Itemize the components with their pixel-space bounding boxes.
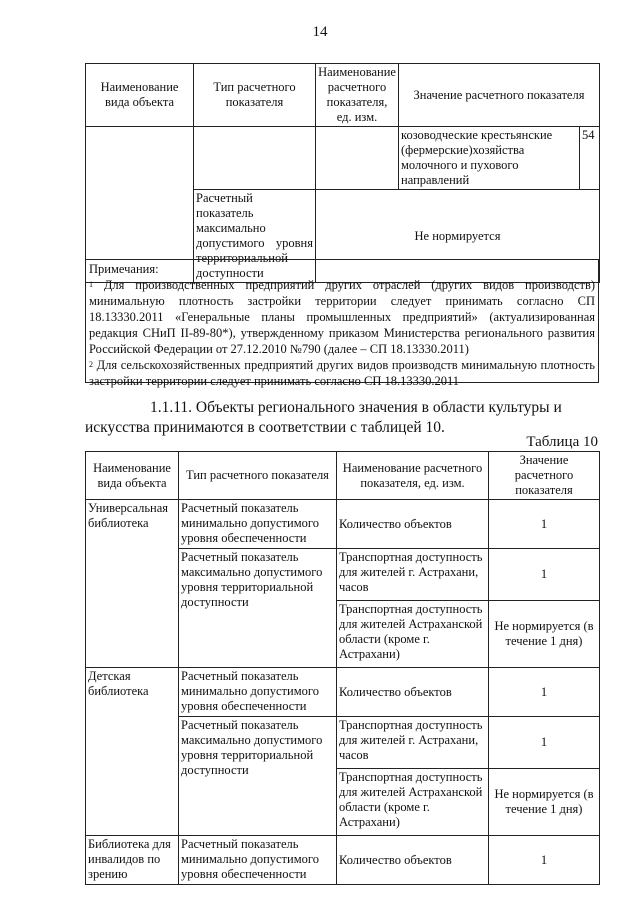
indicator-type: Расчетный показатель минимально допустимого уровня обеспеченности [179, 500, 337, 549]
page-number: 14 [312, 24, 328, 40]
header-object-kind: Наименование вида объекта [86, 452, 179, 500]
indicator-value: 1 [489, 500, 600, 549]
indicator-value: 1 [489, 668, 600, 717]
header-indicator-value: Значение расчетного показателя [399, 64, 600, 127]
table-continued [85, 63, 600, 283]
indicator-name: Количество объектов [337, 836, 489, 885]
header-indicator-name: Наименование расчетного показателя, ед. изм. [316, 64, 399, 127]
notes-title: Примечания: [89, 262, 159, 276]
note2-text: Для сельскохозяйственных предприятий других видов производств минимальную плотность застройки территории следует принимать согласно СП 18.13330.2011 [89, 358, 595, 388]
table-caption: Таблица 10 [526, 434, 598, 450]
paragraph-line1: 1.1.11. Объекты регионального значения в области культуры и [150, 399, 562, 416]
indicator-type: Расчетный показатель минимально допустимого уровня обеспеченности [179, 836, 337, 885]
indicator-name: Транспортная доступность для жителей Астраханской области (кроме г. Астрахани) [337, 769, 489, 836]
header-indicator-type: Тип расчетного показателя [179, 452, 337, 500]
empty-cell [194, 127, 316, 190]
continued-value: 54 [580, 127, 600, 190]
indicator-name: Транспортная доступность для жителей г. Астрахани, часов [337, 549, 489, 601]
row2-value: Не нормируется [316, 190, 600, 283]
indicator-name: Транспортная доступность для жителей г. Астрахани, часов [337, 717, 489, 769]
indicator-name: Транспортная доступность для жителей Астраханской области (кроме г. Астрахани) [337, 601, 489, 668]
empty-cell [316, 127, 399, 190]
indicator-value: Не нормируется (в течение 1 дня) [489, 601, 600, 668]
header-indicator-value: Значение расчетного показателя [489, 452, 600, 500]
object-name: Детская библиотека [86, 668, 179, 836]
indicator-value: 1 [489, 549, 600, 601]
object-name: Универсальная библиотека [86, 500, 179, 668]
note1-text: Для производственных предприятий других отраслей (других видов производств) минимальную плотность застройки территории следует принимать согласно СП 18.13330.2011 «Генеральные планы промышленных предприятий» (актуализированная редакция СНиП II-89-80*), утвержденному приказом Министерства регионального развития Российской Федерации от 27.12.2010 №790 (далее – СП 18.13330.2011) [89, 278, 596, 356]
indicator-value: 1 [489, 717, 600, 769]
indicator-type: Расчетный показатель максимально допустимого уровня территориальной доступности [179, 549, 337, 668]
header-indicator-name: Наименование расчетного показателя, ед. изм. [337, 452, 489, 500]
indicator-name: Количество объектов [337, 500, 489, 549]
header-object-kind: Наименование вида объекта [86, 64, 194, 127]
paragraph-line2: искусства принимаются в соответствии с таблицей 10. [85, 419, 445, 436]
indicator-type: Расчетный показатель максимально допустимого уровня территориальной доступности [179, 717, 337, 836]
indicator-type: Расчетный показатель минимально допустимого уровня обеспеченности [179, 668, 337, 717]
notes-block [85, 259, 599, 388]
table-10 [85, 451, 600, 885]
note2-mark: 2 [89, 360, 93, 369]
indicator-value: 1 [489, 836, 600, 885]
note1-mark: 1 [89, 280, 93, 289]
section-paragraph [85, 398, 599, 438]
header-indicator-type: Тип расчетного показателя [194, 64, 316, 127]
object-name: Библиотека для инвалидов по зрению [86, 836, 179, 885]
indicator-value: Не нормируется (в течение 1 дня) [489, 769, 600, 836]
continued-text: козоводческие крестьянские (фермерские)хозяйства молочного и пухового направлений [399, 127, 580, 190]
row2-type: Расчетный показатель максимально допустимого уровня территориальной доступности [194, 190, 316, 283]
indicator-name: Количество объектов [337, 668, 489, 717]
